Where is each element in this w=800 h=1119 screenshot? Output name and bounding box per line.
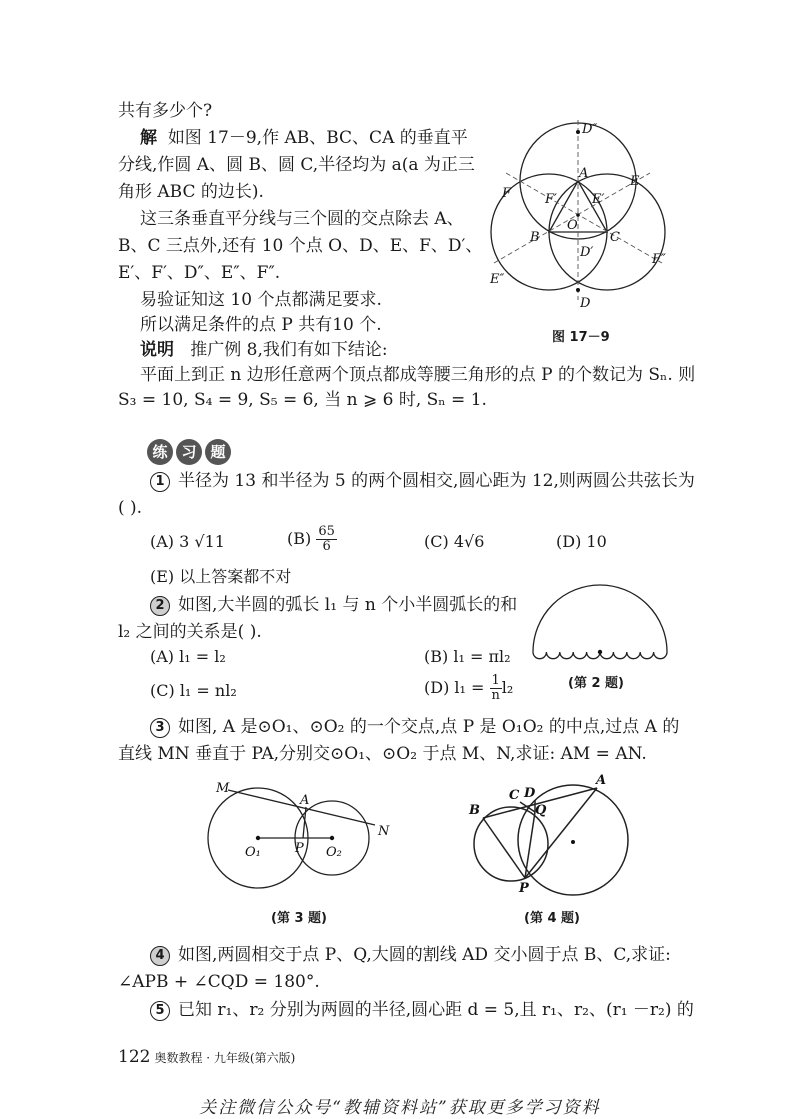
q3-label-o1: O₁ xyxy=(245,845,261,860)
segment-pa xyxy=(525,788,597,878)
q3-line-1 xyxy=(150,716,679,738)
label-d2: D″ xyxy=(582,122,598,137)
note-label: 说明 xyxy=(140,340,174,360)
q2-line-1 xyxy=(150,594,517,616)
q3-label-m: M xyxy=(216,781,230,796)
q2-option-d-fraction xyxy=(490,674,502,703)
large-circle-center xyxy=(571,840,575,844)
q2-option-d-denominator: n xyxy=(491,688,500,703)
promo-note: 关注微信公众号“教辅资料站”获取更多学习资料 xyxy=(199,1098,601,1118)
q4-label-d: D xyxy=(524,786,536,801)
q1-option-b-numerator: 65 xyxy=(318,524,335,539)
label-b: B xyxy=(530,230,540,245)
q5-line-1 xyxy=(150,999,694,1021)
solution-text-1: 如图 17－9,作 AB、BC、CA 的垂直平 xyxy=(167,128,468,148)
q2-option-c: (C) l₁ = nl₂ xyxy=(150,681,237,700)
label-a: A xyxy=(579,166,589,181)
label-c: C xyxy=(610,230,620,245)
q4-label-b: B xyxy=(469,803,480,818)
q5-number: 5 xyxy=(150,1001,170,1021)
solution-line-5: B、C 三点外,还有 10 个点 O、D、E、F、D′、 xyxy=(118,236,483,256)
label-o: O xyxy=(567,218,578,233)
q2-option-b: (B) l₁ = πl₂ xyxy=(424,647,511,666)
solution-line-3: 角形 ABC 的边长). xyxy=(118,182,264,202)
q4-number: 4 xyxy=(150,946,170,966)
q2-line-2: l₂ 之间的关系是( ). xyxy=(118,622,262,642)
q3-label-p: P xyxy=(295,841,304,856)
q1-option-c: (C) 4√6 xyxy=(424,532,485,551)
book-title: 奥数教程 · 九年级(第六版) xyxy=(154,1051,296,1065)
solution-line-7: 易验证知这 10 个点都满足要求. xyxy=(140,290,382,310)
q1-option-d: (D) 10 xyxy=(556,532,607,551)
label-e2: E″ xyxy=(490,272,505,287)
label-f1: F′ xyxy=(545,192,557,207)
solution-line-2: 分线,作圆 A、圆 B、圆 C,半径均为 a(a 为正三 xyxy=(118,155,475,175)
q3-line-2: 直线 MN 垂直于 PA,分别交⊙O₁、⊙O₂ 于点 M、N,求证: AM = AN. xyxy=(118,744,647,764)
label-d: D xyxy=(580,296,591,311)
point-o2 xyxy=(330,836,334,840)
note-text: 推广例 8,我们有如下结论: xyxy=(190,340,388,360)
point-d2 xyxy=(576,130,580,134)
q2-number: 2 xyxy=(150,596,170,616)
q2-option-d-tail: l₂ xyxy=(501,678,514,697)
q4-label-c: C xyxy=(509,788,520,803)
q3-text-1: 如图, A 是⊙O₁、⊙O₂ 的一个交点,点 P 是 O₁O₂ 的中点,过点 A 的 xyxy=(178,717,680,737)
solution-line-8: 所以满足条件的点 P 共有10 个. xyxy=(140,315,382,335)
solution-line-4: 这三条垂直平分线与三个圆的交点除去 A、 xyxy=(140,209,464,229)
q2-caption: (第 2 题) xyxy=(568,676,624,691)
conclusion-line-1: 平面上到正 n 边形任意两个顶点都成等腰三角形的点 P 的个数记为 Sₙ. 则 xyxy=(140,365,696,385)
q1-line-2: ( ). xyxy=(118,498,143,518)
q1-option-b-denominator: 6 xyxy=(322,539,331,554)
q4-caption: (第 4 题) xyxy=(524,911,580,926)
q4-text-1: 如图,两圆相交于点 P、Q,大圆的割线 AD 交小圆于点 B、C,求证: xyxy=(178,945,671,965)
figure-q2-semicircles xyxy=(528,582,673,662)
q4-line-2: ∠APB + ∠CQD = 180°. xyxy=(118,972,320,992)
page-number: 122 xyxy=(118,1047,151,1067)
q3-number: 3 xyxy=(150,718,170,738)
point-o1 xyxy=(256,836,260,840)
q1-line-1 xyxy=(150,470,695,492)
q3-label-n: N xyxy=(378,824,390,839)
label-f: F xyxy=(502,186,512,201)
point-o xyxy=(576,213,580,217)
q5-text-1: 已知 r₁、r₂ 分别为两圆的半径,圆心距 d = 5,且 r₁、r₂、(r₁ －r₂) 的 xyxy=(178,1000,694,1020)
q1-number: 1 xyxy=(150,472,170,492)
q2-text-1: 如图,大半圆的弧长 l₁ 与 n 个小半圆弧长的和 xyxy=(178,595,518,615)
q1-option-b-label: (B) xyxy=(287,529,312,548)
conclusion-line-2: S₃ = 10, S₄ = 9, S₅ = 6, 当 n ⩾ 6 时, Sₙ = 1. xyxy=(118,390,487,410)
q3-label-a: A xyxy=(300,793,310,808)
center-point xyxy=(598,650,602,654)
badge-char-1: 练 xyxy=(147,439,173,465)
q1-option-b xyxy=(287,525,337,554)
solution-line-6: E′、F′、D″、E″、F″. xyxy=(118,263,281,283)
q3-caption: (第 3 题) xyxy=(271,911,327,926)
q3-label-o2: O₂ xyxy=(326,845,342,860)
q1-option-b-fraction xyxy=(316,525,337,554)
q1-text-1: 半径为 13 和半径为 5 的两个圆相交,圆心距为 12,则两圆公共弦长为 xyxy=(178,471,695,491)
badge-char-2: 习 xyxy=(176,439,202,465)
point-d xyxy=(576,288,580,292)
q4-label-p: P xyxy=(519,881,529,896)
q2-option-a: (A) l₁ = l₂ xyxy=(150,647,226,666)
label-e1: E′ xyxy=(592,192,605,207)
figure-q4 xyxy=(465,770,645,900)
q2-option-d-label: (D) l₁ = xyxy=(424,678,485,697)
page-footer xyxy=(118,1047,295,1067)
q4-label-q: Q xyxy=(535,803,547,818)
q2-option-d xyxy=(424,674,513,703)
figure-17-9 xyxy=(480,115,690,330)
badge-char-3: 题 xyxy=(205,439,231,465)
note-line xyxy=(140,339,388,361)
solution-line-1 xyxy=(140,127,468,149)
q4-label-a: A xyxy=(596,773,607,788)
label-e: E xyxy=(630,174,640,189)
q4-line-1 xyxy=(150,944,671,966)
q2-option-d-numerator: 1 xyxy=(491,673,500,688)
large-semicircle xyxy=(533,585,667,652)
exercise-badge xyxy=(147,439,234,465)
q1-option-a: (A) 3 √11 xyxy=(150,532,225,551)
solution-label: 解 xyxy=(140,128,157,148)
q1-option-e: (E) 以上答案都不对 xyxy=(150,567,292,586)
figure-17-9-caption: 图 17－9 xyxy=(552,330,610,345)
intro-line-0: 共有多少个? xyxy=(118,101,213,121)
label-f2: F″ xyxy=(652,252,666,267)
figure-q3 xyxy=(200,780,400,900)
label-d1: D′ xyxy=(580,245,594,260)
